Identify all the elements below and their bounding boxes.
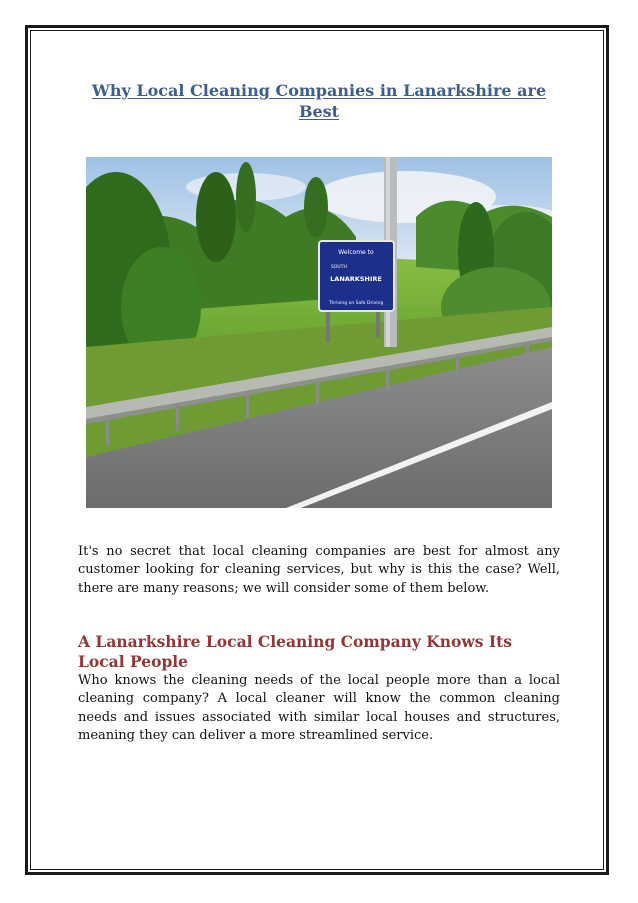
sign-slogan-text: Thriving on Safe Driving	[328, 301, 384, 306]
section-heading: A Lanarkshire Local Cleaning Company Knows Its Local People	[78, 632, 512, 671]
section-paragraph: Who knows the cleaning needs of the local people more than a local cleaning company? A local cleaner will know the common cleaning needs and issues associated with similar local houses and structures, meaning they can deliver a more streamlined service.	[78, 673, 560, 743]
sign-lanarkshire-text: LANARKSHIRE	[330, 275, 382, 283]
document-title: Why Local Cleaning Companies in Lanarkshire are Best	[91, 81, 547, 121]
sign-welcome-text: Welcome to	[338, 249, 374, 256]
roadside-photo	[86, 157, 552, 508]
sign-south-text: SOUTH	[331, 265, 347, 270]
intro-paragraph: It's no secret that local cleaning companies are best for almost any customer looking for cleaning services, but why is this the case? Well, there are many reasons; we will consider some of them below.	[78, 544, 560, 596]
